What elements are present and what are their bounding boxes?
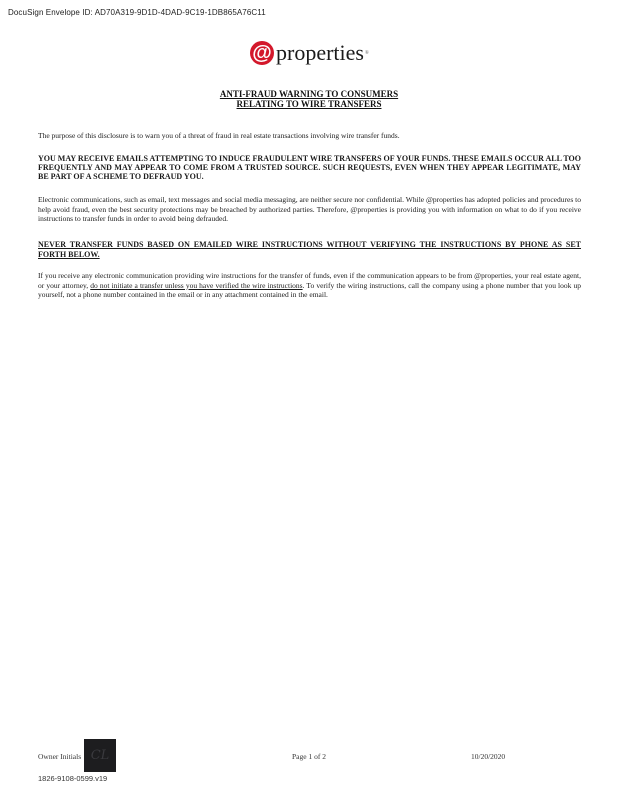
verify-text-end: . To verify the wiring instructions, call the company using a phone number that you look up yourself, not a phone number contained in the email or in any attachment contained in the email. — [38, 280, 581, 300]
properties-logo — [250, 38, 369, 68]
purpose-paragraph: The purpose of this disclosure is to warn you of a threat of fraud in real estate transactions involving wire transfer funds. — [38, 131, 400, 140]
footer-date: 10/20/2020 — [471, 752, 506, 761]
verify-text-underlined: do not initiate a transfer unless you have verified the wire instructions — [90, 280, 303, 290]
envelope-id: DocuSign Envelope ID: AD70A319-9D1D-4DAD-9C19-1DB865A76C11 — [8, 8, 266, 17]
verify-text-start: If you receive any electronic communication providing wire instructions for the transfer of funds, even if the communication appears to be from @properties, your real estate agent, or your attorney, — [38, 271, 581, 290]
title-line-1: ANTI-FRAUD WARNING TO CONSUMERS — [219, 89, 399, 99]
never-transfer-paragraph: NEVER TRANSFER FUNDS BASED ON EMAILED WIRE INSTRUCTIONS WITHOUT VERIFYING THE INSTRUCTIONS BY PHONE AS SET FORTH BELOW. — [38, 240, 581, 259]
title-line-2: RELATING TO WIRE TRANSFERS — [236, 99, 382, 109]
initials-signature: CL — [90, 748, 110, 763]
warning-paragraph: YOU MAY RECEIVE EMAILS ATTEMPTING TO INDUCE FRAUDULENT WIRE TRANSFERS OF YOUR FUNDS. THESE EMAILS OCCUR ALL TOO FREQUENTLY AND MAY APPEAR TO COME FROM A TRUSTED SOURCE. SUCH REQUESTS, EVEN WHEN THEY APPEAR LEGITIMATE, MAY BE PART OF A SCHEME TO DEFRAUD YOU. — [38, 154, 581, 182]
verify-instructions-paragraph — [38, 271, 581, 300]
document-title — [0, 89, 618, 109]
page-number: Page 1 of 2 — [292, 752, 326, 761]
logo-registered-mark: ® — [364, 50, 369, 56]
logo-wordmark: properties — [276, 40, 364, 65]
owner-initials-label: Owner Initials — [38, 752, 82, 761]
document-id: 1826-9108-0599.v19 — [38, 774, 108, 783]
electronic-communications-paragraph: Electronic communications, such as email, text messages and social media messaging, are neither secure nor confidential. While @properties has adopted policies and procedures to help avoid fraud, even the best security protections may be breached by authorized parties. Therefore, @properties is providing you with information on what to do if you receive instructions to transfer funds in order to avoid being defrauded. — [38, 195, 581, 224]
logo-at-symbol: @ — [250, 41, 274, 65]
